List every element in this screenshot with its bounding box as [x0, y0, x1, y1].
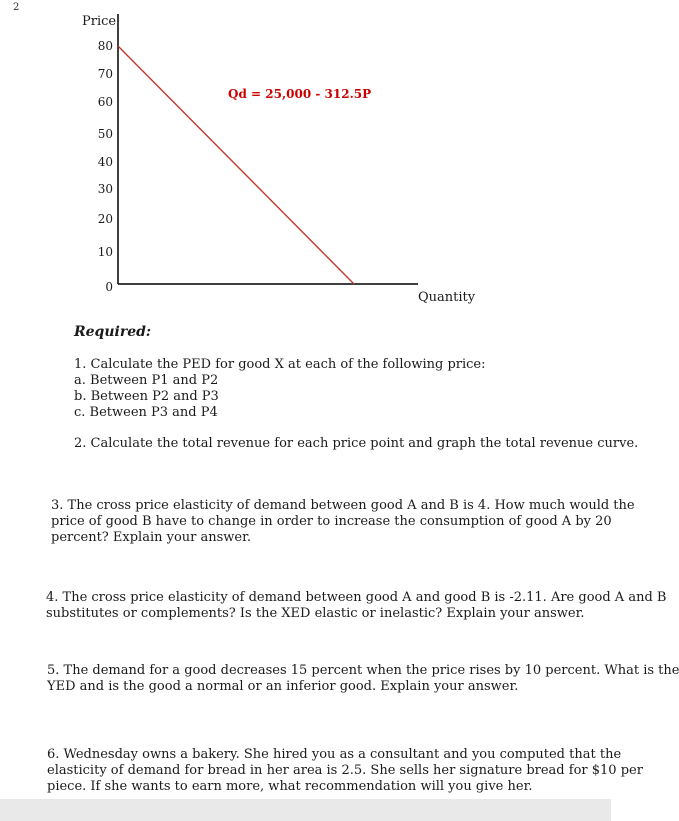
question-5-line-1: 5. The demand for a good decreases 15 percent when the price rises by 10 percent. What is the	[47, 663, 679, 678]
question-3-line-3: percent? Explain your answer.	[51, 530, 252, 545]
question-3-line-1: 3. The cross price elasticity of demand between good A and B is 4. How much would the	[51, 498, 635, 513]
demand-equation-label: Qd = 25,000 - 312.5P	[228, 87, 372, 101]
demand-chart	[0, 0, 611, 310]
question-1-b: b. Between P2 and P3	[74, 389, 219, 404]
demand-curve	[118, 46, 354, 284]
question-1	[74, 357, 614, 421]
y-tick-label-20: 20	[97, 212, 113, 226]
question-1-stem: 1. Calculate the PED for good X at each of the following price:	[74, 357, 486, 372]
y-tick-label-70: 70	[97, 67, 113, 81]
y-axis-label: Price	[82, 14, 117, 29]
question-1-c: c. Between P3 and P4	[74, 405, 218, 420]
question-2: 2. Calculate the total revenue for each price point and graph the total revenue curve.	[74, 436, 639, 451]
question-3	[51, 498, 635, 546]
question-6-line-3: piece. If she wants to earn more, what recommendation will you give her.	[47, 779, 533, 794]
question-6-line-1: 6. Wednesday owns a bakery. She hired you as a consultant and you computed that the	[47, 747, 622, 762]
y-tick-label-10: 10	[97, 245, 113, 259]
question-4-line-1: 4. The cross price elasticity of demand between good A and good B is -2.11. Are good A and B	[46, 590, 667, 605]
question-1-a: a. Between P1 and P2	[74, 373, 219, 388]
question-6-line-2: elasticity of demand for bread in her area is 2.5. She sells her signature bread for $10 per	[47, 763, 643, 778]
x-axis-label: Quantity	[418, 290, 476, 305]
y-tick-label-0: 0	[105, 280, 113, 294]
question-5-line-2: YED and is the good a normal or an inferior good. Explain your answer.	[47, 679, 519, 694]
question-3-line-2: price of good B have to change in order to increase the consumption of good A by 20	[51, 514, 612, 529]
page-number: 2	[13, 2, 20, 13]
bottom-toolbar-strip	[0, 799, 611, 821]
question-4	[46, 590, 667, 622]
y-tick-label-30: 30	[97, 182, 113, 196]
y-tick-label-40: 40	[97, 155, 113, 169]
required-heading: Required:	[74, 324, 152, 340]
y-tick-label-50: 50	[97, 127, 113, 141]
question-5	[47, 663, 679, 695]
question-6	[47, 747, 643, 795]
y-axis-ticks	[98, 39, 113, 294]
y-tick-label-60: 60	[97, 95, 113, 109]
y-tick-label-80: 80	[97, 39, 113, 53]
question-4-line-2: substitutes or complements? Is the XED elastic or inelastic? Explain your answer.	[46, 606, 585, 621]
